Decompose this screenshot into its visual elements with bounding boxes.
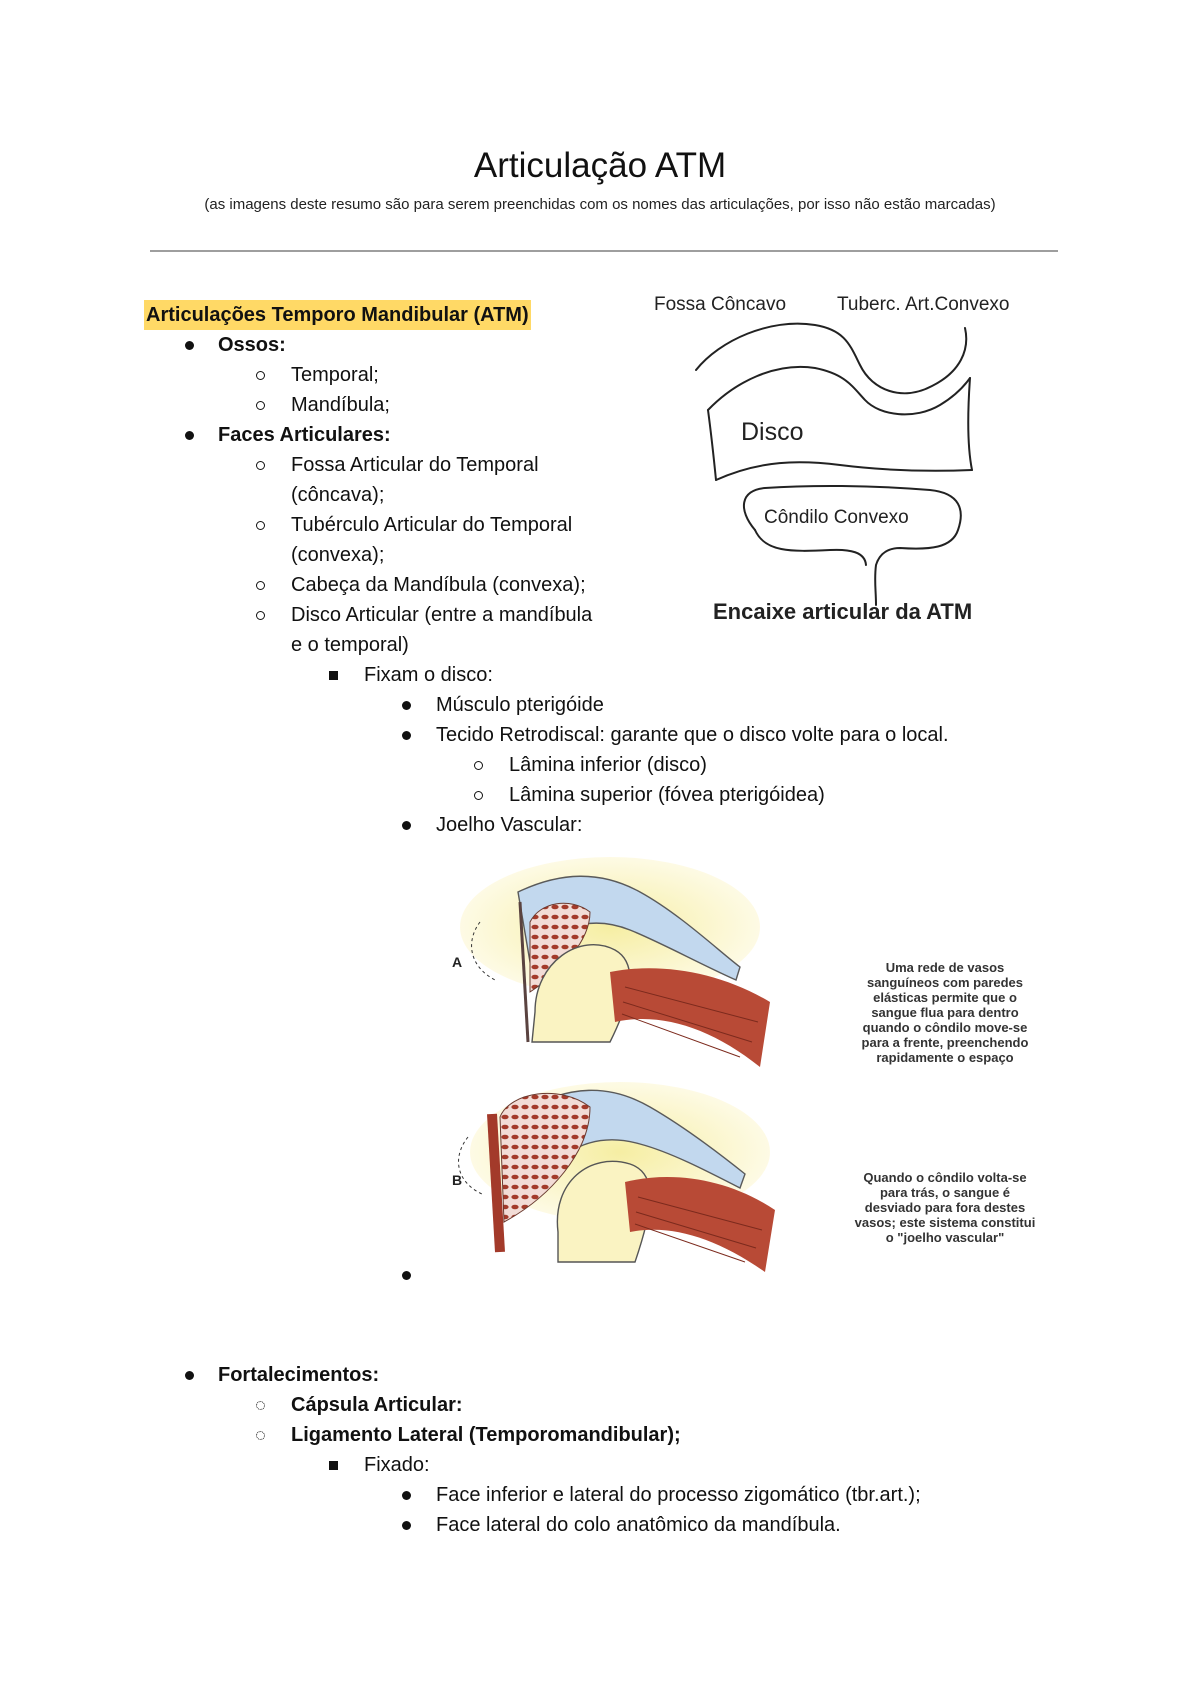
ossos-label: Ossos:	[218, 334, 286, 356]
horizontal-divider	[150, 250, 1058, 252]
list-item: Tubérculo Articular do Temporal	[291, 514, 573, 536]
caption-line: desviado para fora destes	[864, 1200, 1026, 1215]
circle-bullet-icon	[474, 791, 483, 800]
fortalecimentos-label: Fortalecimentos:	[218, 1364, 380, 1386]
list-item: Mandíbula;	[291, 394, 390, 416]
capsula-label: Cápsula Articular:	[291, 1394, 463, 1416]
caption-line: para trás, o sangue é	[879, 1185, 1011, 1200]
disc-bottom-line	[716, 462, 972, 480]
caption-line: elásticas permite que o	[873, 990, 1017, 1005]
list-item: Músculo pterigóide	[436, 694, 604, 716]
caption-line: Quando o côndilo volta-se	[863, 1170, 1027, 1185]
circle-bullet-icon	[474, 761, 483, 770]
bullet-icon	[402, 1521, 411, 1530]
panel-b	[452, 1082, 775, 1272]
joelho-vascular-figure	[440, 852, 1036, 1286]
label-b: B	[452, 1172, 463, 1188]
circle-bullet-icon	[256, 401, 265, 410]
list-item: Temporal;	[291, 364, 379, 386]
fixam-label: Fixam o disco:	[364, 664, 493, 686]
list-item-continuation: e o temporal)	[291, 634, 409, 656]
square-bullet-icon	[329, 671, 338, 680]
caption-line: sanguíneos com paredes	[866, 975, 1024, 990]
list-item: Face inferior e lateral do processo zigomático (tbr.art.);	[436, 1484, 921, 1506]
list-item-continuation: (côncava);	[291, 484, 385, 506]
list-item: Disco Articular (entre a mandíbula	[291, 604, 593, 626]
dotted-circle-bullet-icon	[256, 1431, 265, 1440]
page-title: Articulação ATM	[473, 146, 727, 185]
fossa-label: Fossa Côncavo	[654, 294, 787, 315]
caption-line: Uma rede de vasos	[885, 960, 1005, 975]
joelho-label: Joelho Vascular:	[436, 814, 583, 836]
condilo-label: Côndilo Convexo	[764, 507, 909, 528]
circle-bullet-icon	[256, 581, 265, 590]
caption-line: rapidamente o espaço	[876, 1050, 1014, 1065]
caption-line: para a frente, preenchendo	[861, 1035, 1029, 1050]
bullet-icon	[402, 1271, 411, 1280]
faces-label: Faces Articulares:	[218, 424, 391, 446]
bullet-icon	[185, 341, 194, 350]
bullet-icon	[402, 701, 411, 710]
panel-a	[452, 857, 770, 1067]
text-b	[855, 1170, 1036, 1245]
caption-line: vasos; este sistema constitui	[854, 1215, 1036, 1230]
condyle-contour	[744, 486, 961, 605]
caption-line: sangue flua para dentro	[871, 1005, 1019, 1020]
bullet-icon	[402, 1491, 411, 1500]
list-item: Fossa Articular do Temporal	[291, 454, 539, 476]
page-subtitle: (as imagens deste resumo são para serem preenchidas com os nomes das articulações, por isso não estão marcadas)	[204, 196, 996, 213]
diagram-caption: Encaixe articular da ATM	[713, 599, 973, 624]
list-item: Face lateral do colo anatômico da mandíbula.	[436, 1514, 841, 1536]
text-a	[862, 960, 1029, 1065]
ligamento-label: Ligamento Lateral (Temporomandibular);	[291, 1424, 681, 1446]
circle-bullet-icon	[256, 461, 265, 470]
circle-bullet-icon	[256, 521, 265, 530]
list-item: Tecido Retrodiscal: garante que o disco volte para o local.	[436, 724, 949, 746]
list-item: Lâmina superior (fóvea pterigóidea)	[509, 784, 825, 806]
bullet-icon	[402, 821, 411, 830]
disco-label: Disco	[741, 418, 804, 446]
tuberculo-label: Tuberc. Art.Convexo	[837, 294, 1010, 315]
bullet-icon	[185, 431, 194, 440]
list-item: Lâmina inferior (disco)	[509, 754, 707, 776]
bullet-icon	[185, 1371, 194, 1380]
disc-top-line	[708, 367, 970, 414]
circle-bullet-icon	[256, 371, 265, 380]
circle-bullet-icon	[256, 611, 265, 620]
list-item: Cabeça da Mandíbula (convexa);	[291, 574, 586, 596]
atm-joint-diagram	[640, 290, 1060, 630]
fossa-contour	[696, 324, 966, 394]
section-heading: Articulações Temporo Mandibular (ATM)	[144, 300, 531, 330]
dotted-circle-bullet-icon	[256, 1401, 265, 1410]
square-bullet-icon	[329, 1461, 338, 1470]
bullet-icon	[402, 731, 411, 740]
caption-line: o "joelho vascular"	[885, 1230, 1005, 1245]
caption-line: quando o côndilo move-se	[862, 1020, 1028, 1035]
fixado-label: Fixado:	[364, 1454, 430, 1476]
list-item-continuation: (convexa);	[291, 544, 385, 566]
label-a: A	[452, 954, 463, 970]
